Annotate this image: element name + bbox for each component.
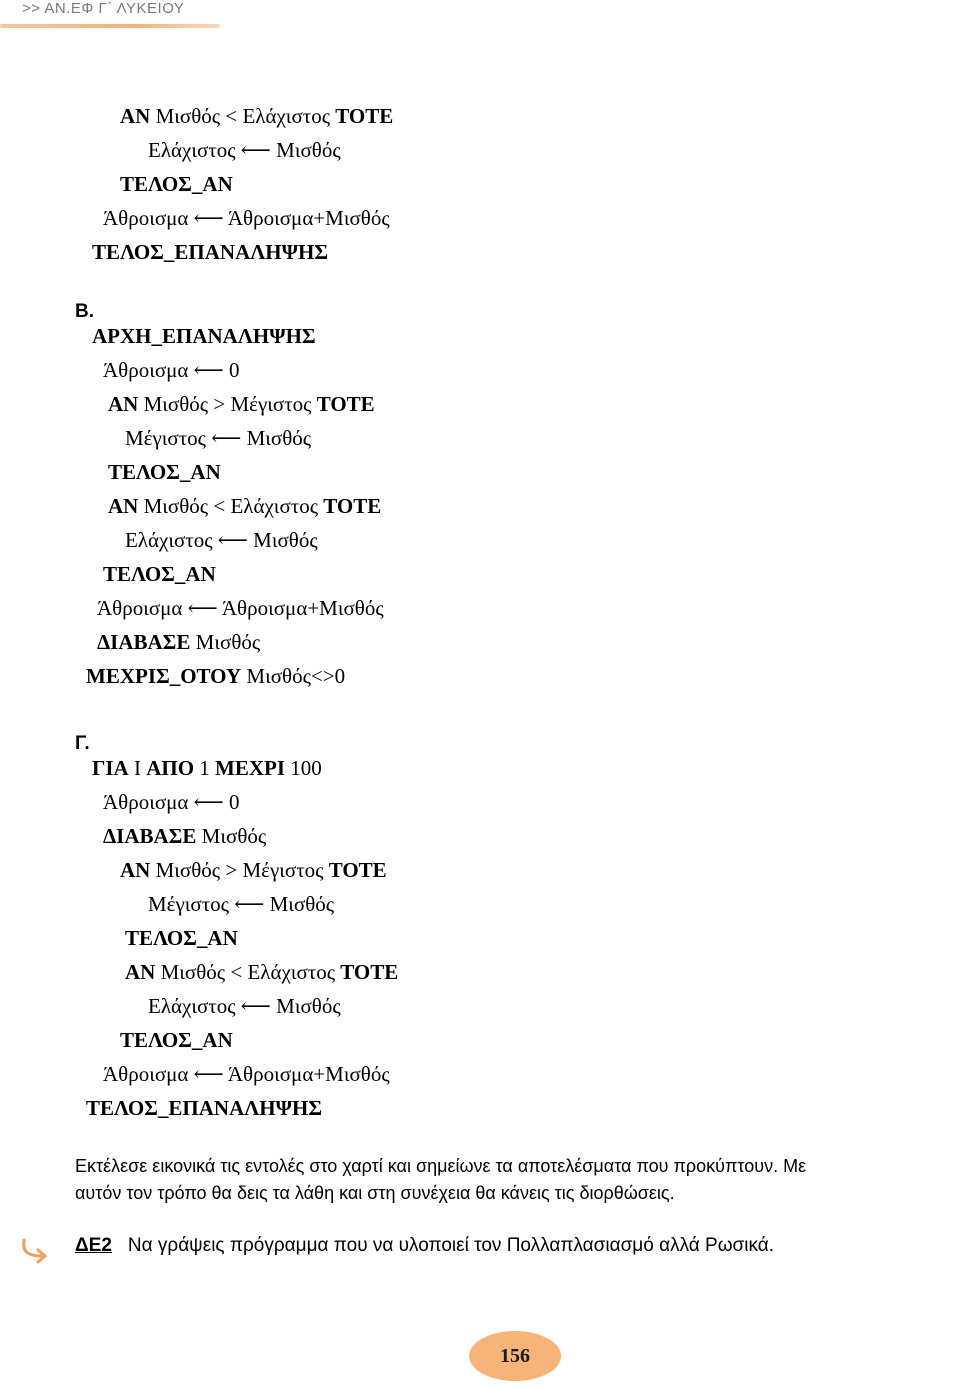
- code-line: Μέγιστος ⟵ Μισθός: [125, 426, 312, 450]
- code-line: ΜΕΧΡΙΣ_ΟΤΟΥ Μισθός<>0: [86, 664, 346, 688]
- instructions-line: αυτόν τον τρόπο θα δεις τα λάθη και στη συνέχεια θα κάνεις τις διορθώσεις.: [75, 1183, 675, 1203]
- code-line: ΑΝ Μισθός < Ελάχιστος ΤΟΤΕ: [108, 494, 382, 518]
- return-arrow-icon: [18, 1234, 52, 1269]
- code-line: ΤΕΛΟΣ_ΑΝ: [120, 1028, 233, 1052]
- code-line: Άθροισμα ⟵ Άθροισμα+Μισθός: [103, 1062, 390, 1086]
- code-line: ΓΙΑ Ι ΑΠΟ 1 ΜΕΧΡΙ 100: [92, 756, 322, 780]
- code-line: ΤΕΛΟΣ_ΑΝ: [120, 172, 233, 196]
- code-line: Άθροισμα ⟵ Άθροισμα+Μισθός: [103, 206, 390, 230]
- code-line: ΑΝ Μισθός < Ελάχιστος ΤΟΤΕ: [125, 960, 399, 984]
- task-text: Να γράψεις πρόγραμμα που να υλοποιεί τον Πολλαπλασιασμό αλλά Ρωσικά.: [127, 1235, 775, 1256]
- code-line: Ελάχιστος ⟵ Μισθός: [125, 528, 318, 552]
- section-label-b: Β.: [75, 301, 94, 322]
- instructions-paragraph: [75, 1153, 960, 1207]
- code-line: Ελάχιστος ⟵ Μισθός: [148, 138, 341, 162]
- page-number-badge: [469, 1331, 561, 1381]
- code-line: ΔΙΑΒΑΣΕ Μισθός: [97, 630, 261, 654]
- code-line: ΤΕΛΟΣ_ΑΝ: [108, 460, 221, 484]
- code-line: Άθροισμα ⟵ 0: [103, 790, 240, 814]
- code-line: ΔΙΑΒΑΣΕ Μισθός: [103, 824, 267, 848]
- header-rule: [0, 24, 220, 28]
- instructions-line: Εκτέλεσε εικονικά τις εντολές στο χαρτί και σημείωνε τα αποτελέσματα που προκύπτουν. Με: [75, 1156, 807, 1176]
- page-number: 156: [500, 1344, 530, 1367]
- code-line: ΤΕΛΟΣ_ΑΝ: [103, 562, 216, 586]
- task-code: ΔΕ2: [75, 1235, 112, 1256]
- code-line: ΤΕΛΟΣ_ΕΠΑΝΑΛΗΨΗΣ: [92, 240, 329, 264]
- code-line: ΤΕΛΟΣ_ΕΠΑΝΑΛΗΨΗΣ: [86, 1096, 323, 1120]
- code-line: Μέγιστος ⟵ Μισθός: [148, 892, 335, 916]
- task-line: [75, 1236, 774, 1255]
- section-label-c: Γ.: [75, 733, 90, 754]
- code-line: Ελάχιστος ⟵ Μισθός: [148, 994, 341, 1018]
- running-header: >> ΑΝ.ΕΦ Γ΄ ΛΥΚΕΙΟΥ: [22, 0, 185, 17]
- code-line: ΑΝ Μισθός < Ελάχιστος ΤΟΤΕ: [120, 104, 394, 128]
- code-line: ΤΕΛΟΣ_ΑΝ: [125, 926, 238, 950]
- code-line: Άθροισμα ⟵ Άθροισμα+Μισθός: [97, 596, 384, 620]
- code-line: ΑΡΧΗ_ΕΠΑΝΑΛΗΨΗΣ: [92, 324, 316, 348]
- code-line: ΑΝ Μισθός > Μέγιστος ΤΟΤΕ: [120, 858, 387, 882]
- code-line: ΑΝ Μισθός > Μέγιστος ΤΟΤΕ: [108, 392, 375, 416]
- code-line: Άθροισμα ⟵ 0: [103, 358, 240, 382]
